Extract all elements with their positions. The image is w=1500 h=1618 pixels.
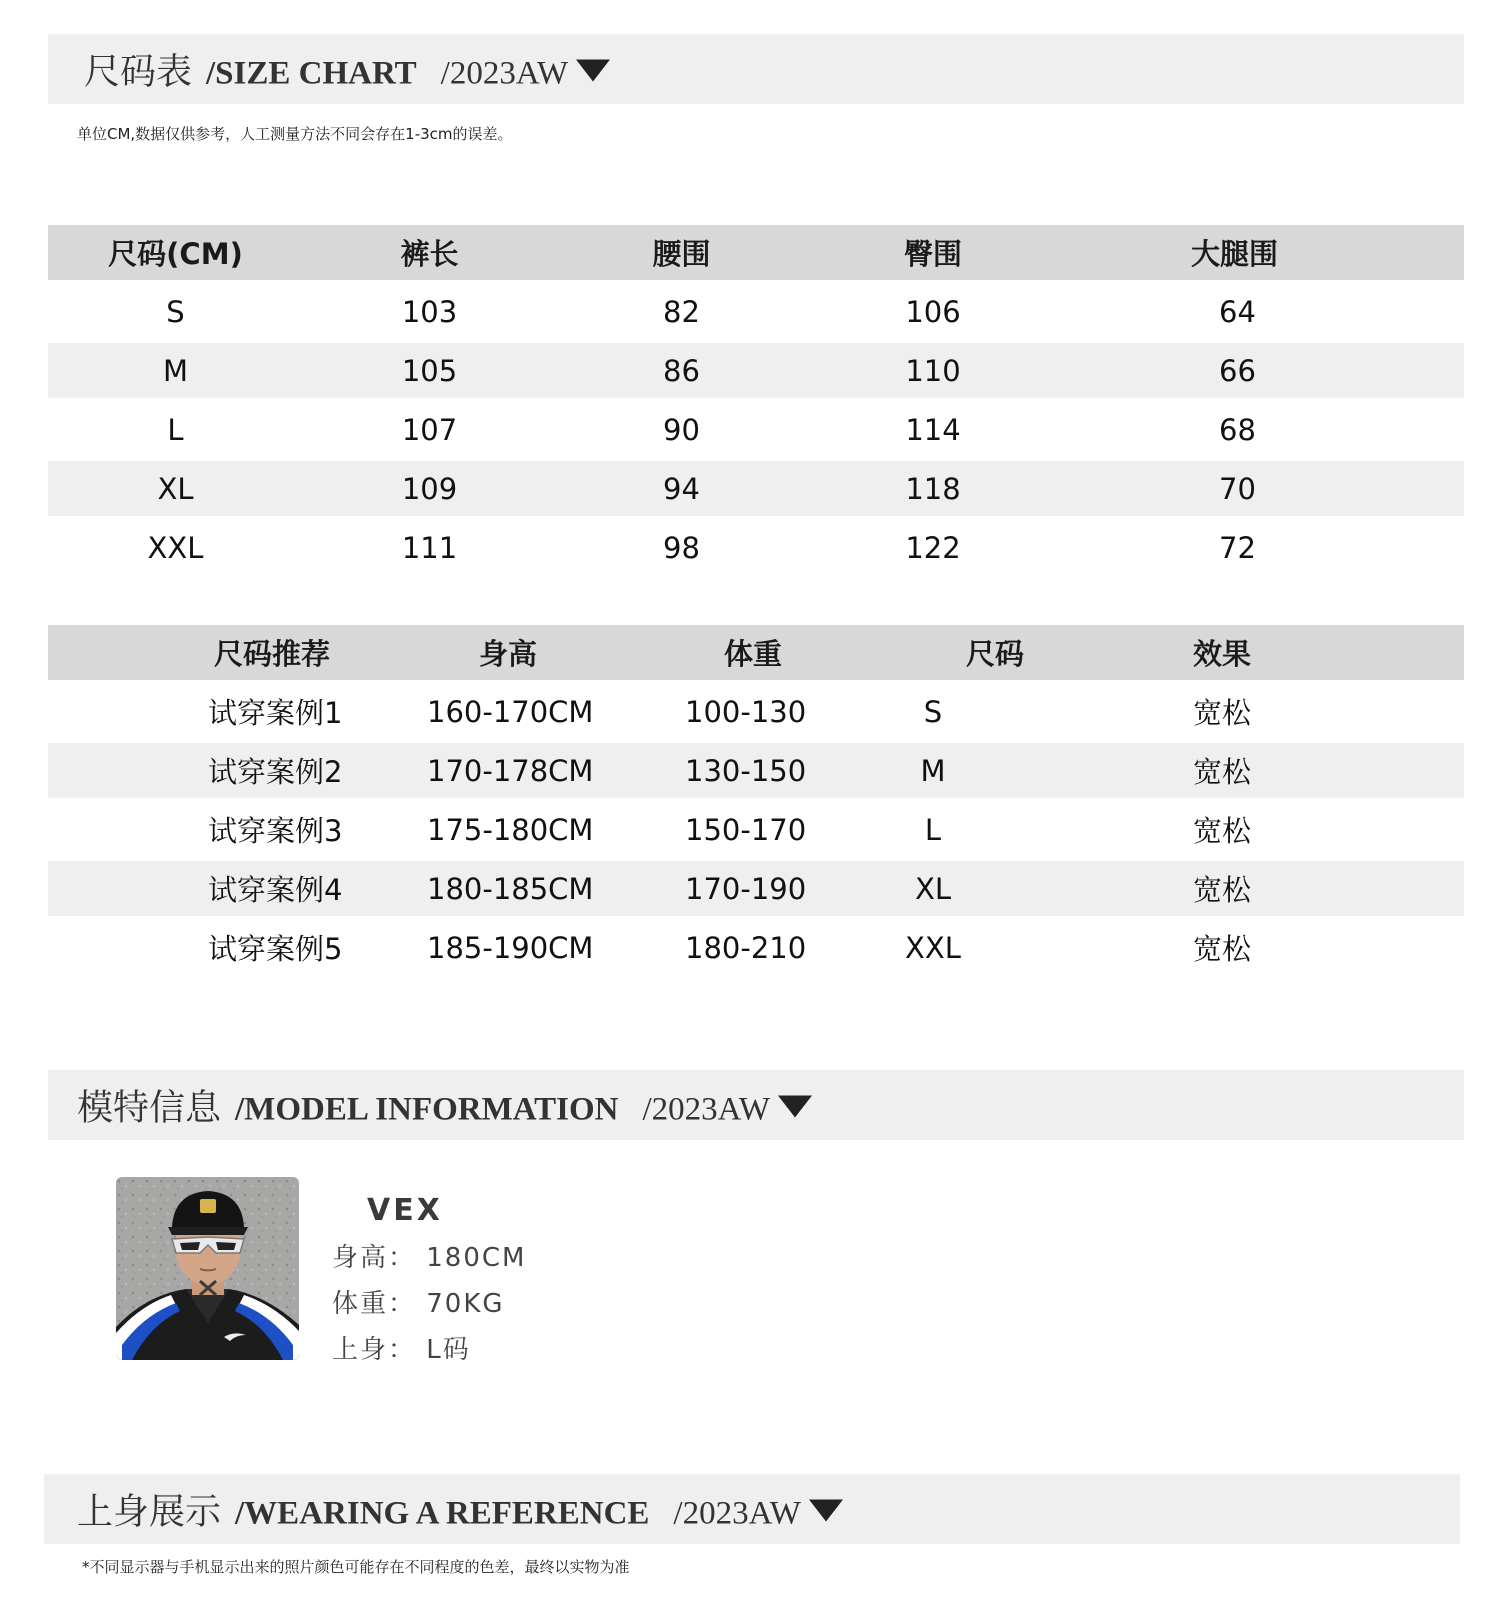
size-chart-title-en: /SIZE CHART [206, 55, 417, 92]
table-cell: 宽松 [1059, 743, 1464, 798]
table-cell: 103 [401, 294, 458, 329]
table-cell: S [166, 294, 185, 329]
table-cell: 82 [663, 294, 700, 329]
table-cell: 180-210 [685, 930, 807, 965]
table-cell: 114 [905, 412, 961, 447]
table-cell: 100-130 [685, 694, 807, 729]
table-row [48, 680, 1464, 743]
table-cell: 试穿案例1 [208, 696, 343, 730]
model-info-title [77, 1080, 812, 1131]
table-cell: 试穿案例5 [208, 932, 343, 966]
model-weight: 体重： 70KG [332, 1289, 505, 1319]
table-cell: 70 [1059, 461, 1464, 516]
table-cell: XXL [147, 530, 204, 565]
color-disclaimer-note: *不同显示器与手机显示出来的照片颜色可能存在不同程度的色差，最终以实物为准 [82, 1558, 630, 1576]
table-row [48, 343, 1464, 398]
table-row [48, 280, 1464, 343]
table-cell: M [807, 743, 1059, 798]
header-size: 尺码(CM) [48, 225, 303, 280]
table-cell: XL [807, 861, 1059, 916]
table-cell: S [923, 694, 943, 729]
table-cell: 111 [401, 530, 458, 565]
table-cell: 109 [303, 461, 556, 516]
table-row [48, 743, 1464, 798]
table-cell: 试穿案例2 [48, 743, 303, 798]
table-cell: 90 [663, 412, 700, 447]
model-photo [116, 1177, 299, 1360]
recommend-table [48, 625, 1464, 979]
wearing-reference-title-en: /WEARING A REFERENCE [235, 1495, 650, 1532]
size-chart-note: 单位CM,数据仅供参考，人工测量方法不同会存在1-3cm的误差。 [77, 125, 513, 143]
table-row [48, 398, 1464, 461]
table-cell: 64 [1219, 294, 1256, 329]
size-chart-title-cn: 尺码表 [84, 51, 193, 93]
model-portrait-illustration [116, 1177, 299, 1360]
table-cell: 试穿案例4 [48, 861, 303, 916]
wearing-reference-title-cn: 上身展示 [77, 1491, 222, 1533]
table-cell: 宽松 [1193, 814, 1252, 848]
header-thigh: 大腿围 [1059, 225, 1464, 280]
table-cell: L [167, 412, 184, 447]
wearing-reference-title [77, 1484, 843, 1535]
model-name: VEX [367, 1193, 443, 1228]
model-top-size: 上身： L码 [332, 1335, 471, 1365]
table-cell: 106 [905, 294, 961, 329]
size-chart-header [48, 34, 1464, 104]
table-cell: L [924, 812, 942, 847]
table-cell: 86 [556, 343, 807, 398]
table-cell: 170-190 [556, 861, 807, 916]
table-cell: 94 [556, 461, 807, 516]
table-cell: 170-178CM [303, 743, 556, 798]
model-height: 身高： 180CM [332, 1243, 527, 1273]
table-cell: XXL [905, 930, 961, 965]
table-cell: 110 [807, 343, 1059, 398]
header-fit: 效果 [1059, 625, 1464, 680]
triangle-down-icon [778, 1096, 812, 1118]
size-chart-season: /2023AW [440, 55, 569, 92]
header-size: 尺码 [807, 625, 1059, 680]
table-cell: 72 [1219, 530, 1256, 565]
size-chart-title [84, 44, 610, 95]
model-info-title-cn: 模特信息 [77, 1087, 222, 1129]
table-row [48, 516, 1464, 579]
table-cell: XL [48, 461, 303, 516]
table-cell: 118 [807, 461, 1059, 516]
model-info-header [48, 1070, 1464, 1140]
table-cell: 122 [905, 530, 961, 565]
size-table [48, 225, 1464, 579]
recommend-table-header-row [48, 625, 1464, 680]
triangle-down-icon [576, 60, 610, 82]
triangle-down-icon [809, 1500, 843, 1522]
table-cell: 150-170 [685, 812, 807, 847]
header-height: 身高 [303, 625, 556, 680]
model-info-season: /2023AW [642, 1091, 771, 1128]
table-cell: 66 [1059, 343, 1464, 398]
header-waist: 腰围 [556, 225, 807, 280]
header-weight: 体重 [556, 625, 807, 680]
table-cell: M [48, 343, 303, 398]
table-cell: 107 [401, 412, 458, 447]
table-cell: 175-180CM [427, 812, 594, 847]
table-cell: 试穿案例3 [208, 814, 343, 848]
table-cell: 105 [303, 343, 556, 398]
table-cell: 130-150 [556, 743, 807, 798]
wearing-reference-season: /2023AW [673, 1495, 801, 1532]
table-cell: 宽松 [1193, 932, 1252, 966]
table-row [48, 861, 1464, 916]
table-row [48, 798, 1464, 861]
model-info-title-en: /MODEL INFORMATION [235, 1091, 619, 1128]
size-table-header-row [48, 225, 1464, 280]
table-cell: 宽松 [1059, 861, 1464, 916]
wearing-reference-header [44, 1474, 1460, 1544]
table-cell: 185-190CM [427, 930, 594, 965]
header-length: 裤长 [303, 225, 556, 280]
table-cell: 160-170CM [427, 694, 594, 729]
table-cell: 180-185CM [303, 861, 556, 916]
table-row [48, 461, 1464, 516]
header-recommend: 尺码推荐 [48, 625, 303, 680]
header-hip: 臀围 [807, 225, 1059, 280]
table-cell: 98 [663, 530, 700, 565]
table-cell: 68 [1219, 412, 1256, 447]
table-row [48, 916, 1464, 979]
table-cell: 宽松 [1193, 696, 1252, 730]
